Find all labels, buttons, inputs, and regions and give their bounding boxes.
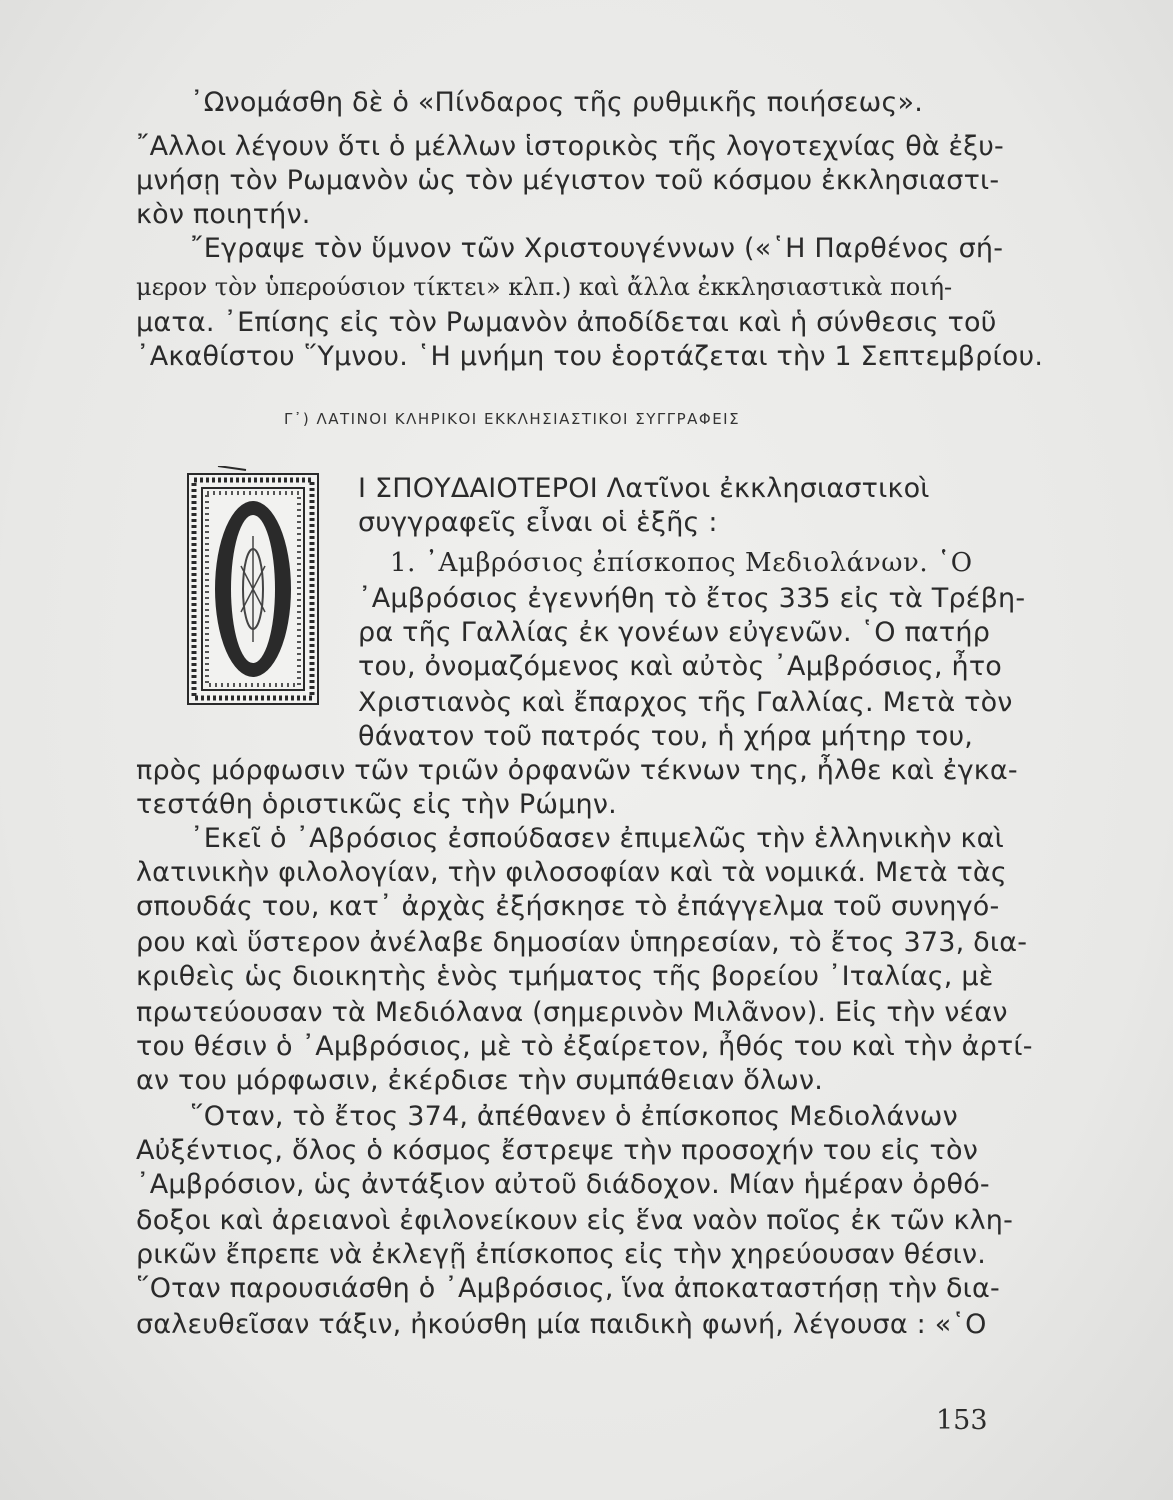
- text-line: ᾽Εκεῖ ὁ ᾽Αβρόσιος ἐσπούδασεν ἐπιμελῶς τὴν ἑλληνικὴν καὶ: [190, 823, 1004, 854]
- text-line: κριθεὶς ὡς διοικητὴς ἑνὸς τμήματος τῆς βορείου ᾽Ιταλίας, μὲ: [136, 961, 994, 992]
- text-line: μνήσῃ τὸν Ρωμανὸν ὡς τὸν μέγιστον τοῦ κόσμου ἐκκλησιαστι-: [136, 165, 1000, 196]
- text-line: σαλευθεῖσαν τάξιν, ἠκούσθη μία παιδικὴ φωνή, λέγουσα : «῾Ο: [136, 1309, 987, 1340]
- text-line: ᾽Ωνομάσθη δὲ ὁ «Πίνδαρος τῆς ρυθμικῆς ποιήσεως».: [190, 87, 924, 118]
- text-line: λατινικὴν φιλολογίαν, τὴν φιλοσοφίαν καὶ τὰ νομικά. Μετὰ τὰς: [136, 857, 1007, 888]
- text-line: δοξοι καὶ ἀρειανοὶ ἐφιλονείκουν εἰς ἕνα ναὸν ποῖος ἐκ τῶν κλη-: [136, 1205, 1014, 1236]
- text-line: μερον τὸν ὑπερούσιον τίκτει» κλπ.) καὶ ἄλλα ἐκκλησιαστικὰ ποιή-: [136, 273, 953, 301]
- text-line: ῞Οταν, τὸ ἔτος 374, ἀπέθανεν ὁ ἐπίσκοπος Μεδιολάνων: [190, 1101, 958, 1132]
- text-line: Ι ΣΠΟΥΔΑΙΟΤΕΡΟΙ Λατῖνοι ἐκκλησιαστικοὶ: [358, 473, 930, 504]
- text-line: ᾽Ακαθίστου ῞Υμνου. ῾Η μνήμη του ἑορτάζεται τὴν 1 Σεπτεμβρίου.: [136, 341, 1044, 372]
- text-line: ῎Αλλοι λέγουν ὅτι ὁ μέλλων ἱστορικὸς τῆς λογοτεχνίας θὰ ἐξυ-: [136, 131, 1004, 162]
- text-line: ῎Εγραψε τὸν ὕμνον τῶν Χριστουγέννων («῾Η Παρθένος σή-: [190, 233, 1004, 264]
- text-line: πρὸς μόρφωσιν τῶν τριῶν ὀρφανῶν τέκνων της, ἦλθε καὶ ἐγκα-: [136, 755, 1018, 786]
- ornamental-initial-icon: [186, 466, 320, 706]
- text-line: ρα τῆς Γαλλίας ἐκ γονέων εὐγενῶν. ῾Ο πατήρ: [358, 617, 991, 648]
- section-heading: Γ᾽) ΛΑΤΙΝΟΙ ΚΛΗΡΙΚΟΙ ΕΚΚΛΗΣΙΑΣΤΙΚΟΙ ΣΥΓΓΡΑΦΕΙΣ: [284, 410, 741, 428]
- text-line: 1. ᾽Αμβρόσιος ἐπίσκοπος Μεδιολάνων. ῾Ο: [390, 548, 973, 578]
- text-line: του, ὀνομαζόμενος καὶ αὐτὸς ᾽Αμβρόσιος, ἦτο: [358, 651, 1003, 682]
- text-line: Αὐξέντιος, ὅλος ὁ κόσμος ἔστρεψε τὴν προσοχήν του εἰς τὸν: [136, 1135, 978, 1166]
- text-line: ρου καὶ ὕστερον ἀνέλαβε δημοσίαν ὑπηρεσίαν, τὸ ἔτος 373, δια-: [136, 927, 1028, 958]
- text-line: θάνατον τοῦ πατρός του, ἡ χήρα μήτηρ του,: [358, 721, 974, 752]
- text-line: του θέσιν ὁ ᾽Αμβρόσιος, μὲ τὸ ἐξαίρετον, ἦθός του καὶ τὴν ἀρτί-: [136, 1031, 1033, 1062]
- text-line: ματα. ᾽Επίσης εἰς τὸν Ρωμανὸν ἀποδίδεται καὶ ἡ σύνθεσις τοῦ: [136, 307, 997, 338]
- text-line: σπουδάς του, κατ᾽ ἀρχὰς ἐξήσκησε τὸ ἐπάγγελμα τοῦ συνηγό-: [136, 891, 1000, 922]
- text-line: αν του μόρφωσιν, ἐκέρδισε τὴν συμπάθειαν ὅλων.: [136, 1065, 824, 1096]
- text-line: ρικῶν ἔπρεπε νὰ ἐκλεγῇ ἐπίσκοπος εἰς τὴν χηρεύουσαν θέσιν.: [136, 1239, 987, 1270]
- text-line: πρωτεύουσαν τὰ Μεδιόλανα (σημερινὸν Μιλᾶνον). Εἰς τὴν νέαν: [136, 997, 1008, 1028]
- text-line: ᾽Αμβρόσιον, ὡς ἀντάξιον αὐτοῦ διάδοχον. Μίαν ἡμέραν ὀρθό-: [136, 1169, 990, 1200]
- text-line: κὸν ποιητήν.: [136, 199, 311, 230]
- page-number: 153: [936, 1405, 988, 1436]
- text-line: Χριστιανὸς καὶ ἔπαρχος τῆς Γαλλίας. Μετὰ τὸν: [358, 687, 1013, 718]
- text-line: ᾽Αμβρόσιος ἐγεννήθη τὸ ἔτος 335 εἰς τὰ Τρέβη-: [358, 583, 1026, 614]
- text-line: συγγραφεῖς εἶναι οἱ ἑξῆς :: [358, 507, 718, 538]
- text-line: τεστάθη ὁριστικῶς εἰς τὴν Ρώμην.: [136, 789, 617, 820]
- text-line: ῞Οταν παρουσιάσθη ὁ ᾽Αμβρόσιος, ἵνα ἀποκαταστήσῃ τὴν δια-: [136, 1273, 1000, 1304]
